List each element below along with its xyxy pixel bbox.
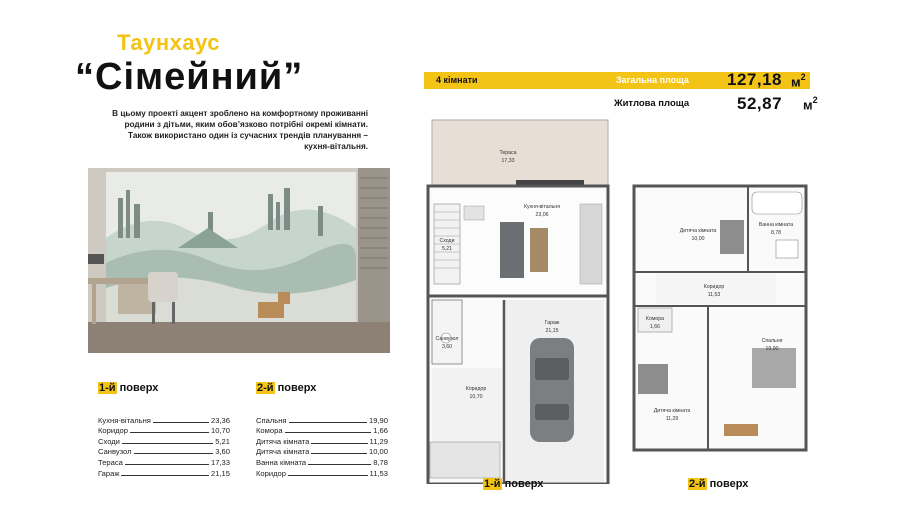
floor1-plan: [420, 112, 616, 489]
floor2-plan: [626, 180, 808, 461]
total-area-label: Загальна площа: [616, 75, 689, 85]
floor1-room-list: [98, 414, 230, 478]
plan1-garage-area: 21,15: [545, 328, 559, 334]
plan2-storage-label: Комора: [645, 316, 665, 322]
plan1-bath-area: 3,60: [441, 344, 453, 350]
living-area-value: 52,87: [737, 94, 783, 113]
plan1-terrace-label: Тераса: [499, 150, 517, 156]
plan2-kid1-area: 10,00: [691, 236, 705, 242]
floor2-room-list: [256, 414, 388, 478]
plan1-garage-label: Гараж: [544, 320, 560, 326]
floor2-heading-text: поверх: [274, 382, 317, 394]
list-item: Санвузол 3,60: [98, 447, 230, 457]
plan2-corridor-area: 11,53: [707, 292, 721, 298]
plan2-kid1-label: Дитяча кімната: [679, 228, 717, 234]
list-item: Коридор 11,53: [256, 468, 388, 478]
floor2-heading: [256, 382, 316, 394]
floor1-plan-caption: 1-й поверх: [484, 478, 544, 490]
plan1-kitchen-label: Кухня-вітальня: [523, 204, 561, 210]
list-item: Комора 1,66: [256, 426, 388, 436]
floor1-heading-text: поверх: [116, 382, 159, 394]
plan1-stairs-label: Сходи: [439, 238, 455, 244]
rooms-count: 4 кімнати: [436, 75, 478, 85]
list-item: Спальня 19,90: [256, 415, 388, 425]
plan2-corridor-label: Коридор: [703, 284, 725, 290]
floor1-heading-number: 1-й: [99, 382, 116, 394]
plan2-kid2-area: 11,29: [665, 416, 679, 422]
interior-photo: [88, 168, 390, 353]
plan1-corridor-area: 10,70: [469, 394, 483, 400]
project-title: “Сімейний”: [75, 56, 304, 98]
list-item: Гараж 21,15: [98, 468, 230, 478]
plan1-kitchen-area: 23,06: [535, 212, 549, 218]
plan2-kid2-label: Дитяча кімната: [653, 408, 691, 414]
list-item: Тераса 17,33: [98, 457, 230, 467]
list-item: Кухня-вітальня 23,36: [98, 415, 230, 425]
list-item: Дитяча кімната 11,29: [256, 436, 388, 446]
floor2-plan-caption: 2-й поверх: [689, 478, 749, 490]
plan2-bedroom-area: 19,90: [765, 346, 779, 352]
list-item: Коридор 10,70: [98, 426, 230, 436]
plan1-terrace-area: 17,33: [501, 158, 515, 164]
project-description: В цьому проекті акцент зроблено на комфортному проживанні родини з дітьми, яким обов’язково потрібні окремі кімнати. Також використано один із сучасних трендів планування – кухня-вітальня.: [112, 109, 368, 151]
floor2-heading-number: 2-й: [257, 382, 274, 394]
plan1-stairs-area: 5,21: [441, 246, 453, 252]
plan2-bathroom-area: 8,78: [770, 230, 782, 236]
plan1-corridor-label: Коридор: [465, 386, 487, 392]
plan2-storage-area: 1,66: [649, 324, 661, 330]
plan2-bathroom-label: Ванна кімната: [758, 222, 794, 228]
plan2-bedroom-label: Спальня: [761, 338, 783, 344]
total-area-value: 127,18: [727, 70, 782, 89]
total-area-unit: $м^2$: [791, 72, 806, 90]
living-area-unit: $м^2$: [803, 95, 818, 113]
list-item: Дитяча кімната 10,00: [256, 447, 388, 457]
plan1-bath-label: Санвузол: [435, 336, 459, 342]
project-type: Таунхаус: [117, 30, 221, 55]
list-item: Ванна кімната 8,78: [256, 457, 388, 467]
list-item: Сходи 5,21: [98, 436, 230, 446]
living-area-label: Житлова площа: [614, 98, 690, 109]
floor1-heading: [98, 382, 158, 394]
